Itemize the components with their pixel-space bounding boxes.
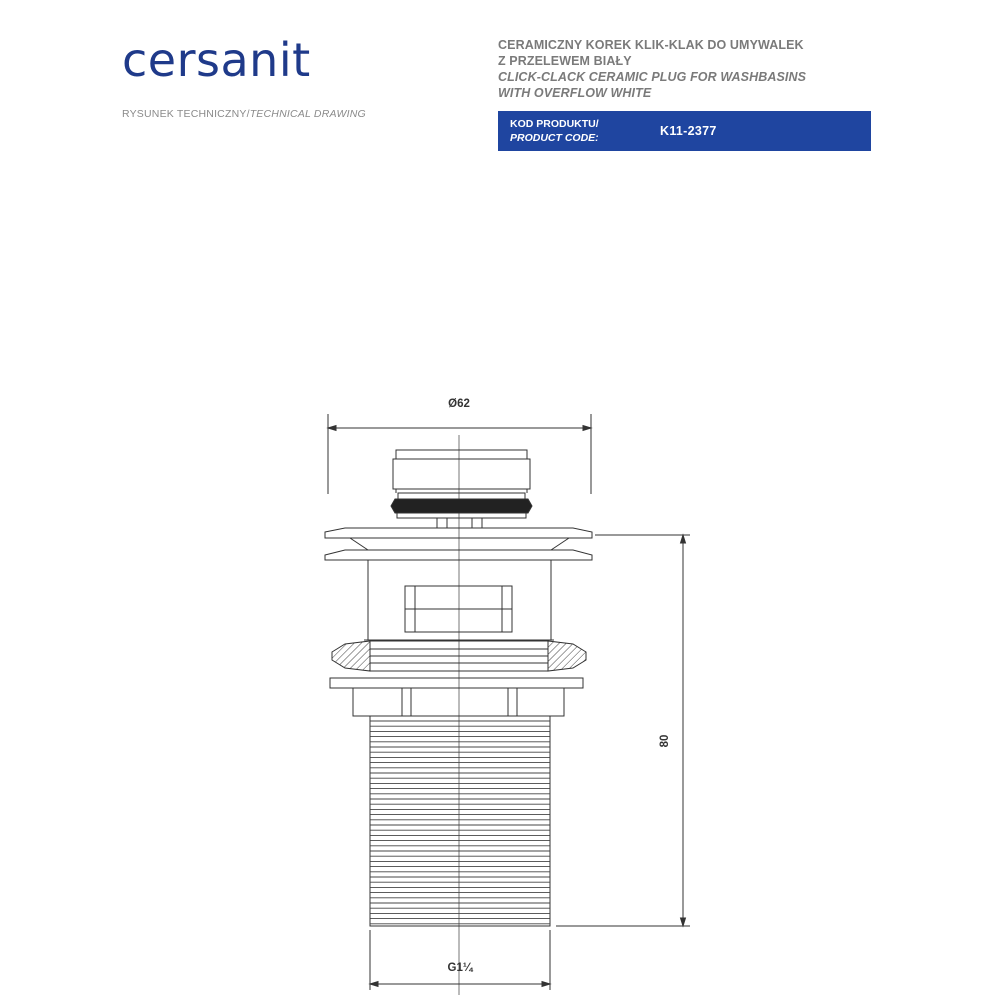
height-label: 80 <box>659 734 671 748</box>
title-pl-line2: Z PRZELEWEM BIAŁY <box>498 54 632 68</box>
plug-body <box>368 560 551 640</box>
height-dimension <box>556 535 690 926</box>
title-en-line2: WITH OVERFLOW WHITE <box>498 86 652 100</box>
washer <box>330 678 583 716</box>
plug-cap <box>391 450 532 528</box>
threaded-tail <box>370 716 550 926</box>
code-label-pl: KOD PRODUKTU/ <box>510 118 599 130</box>
title-en-line1: CLICK-CLACK CERAMIC PLUG FOR WASHBASINS <box>498 70 807 84</box>
top-flange <box>325 528 592 560</box>
logo-text: cersanit <box>122 33 311 87</box>
subtitle-en: TECHNICAL DRAWING <box>249 108 366 120</box>
thread-dimension <box>370 930 550 990</box>
subtitle-pl: RYSUNEK TECHNICZNY/ <box>122 108 250 120</box>
diameter-dimension <box>328 414 591 494</box>
diameter-label: Ø62 <box>448 398 470 410</box>
thread-label: G1¼ <box>447 962 473 974</box>
title-pl-line1: CERAMICZNY KOREK KLIK-KLAK DO UMYWALEK <box>498 38 804 52</box>
code-label-en: PRODUCT CODE: <box>510 132 599 144</box>
product-code-value: K11-2377 <box>660 124 717 138</box>
